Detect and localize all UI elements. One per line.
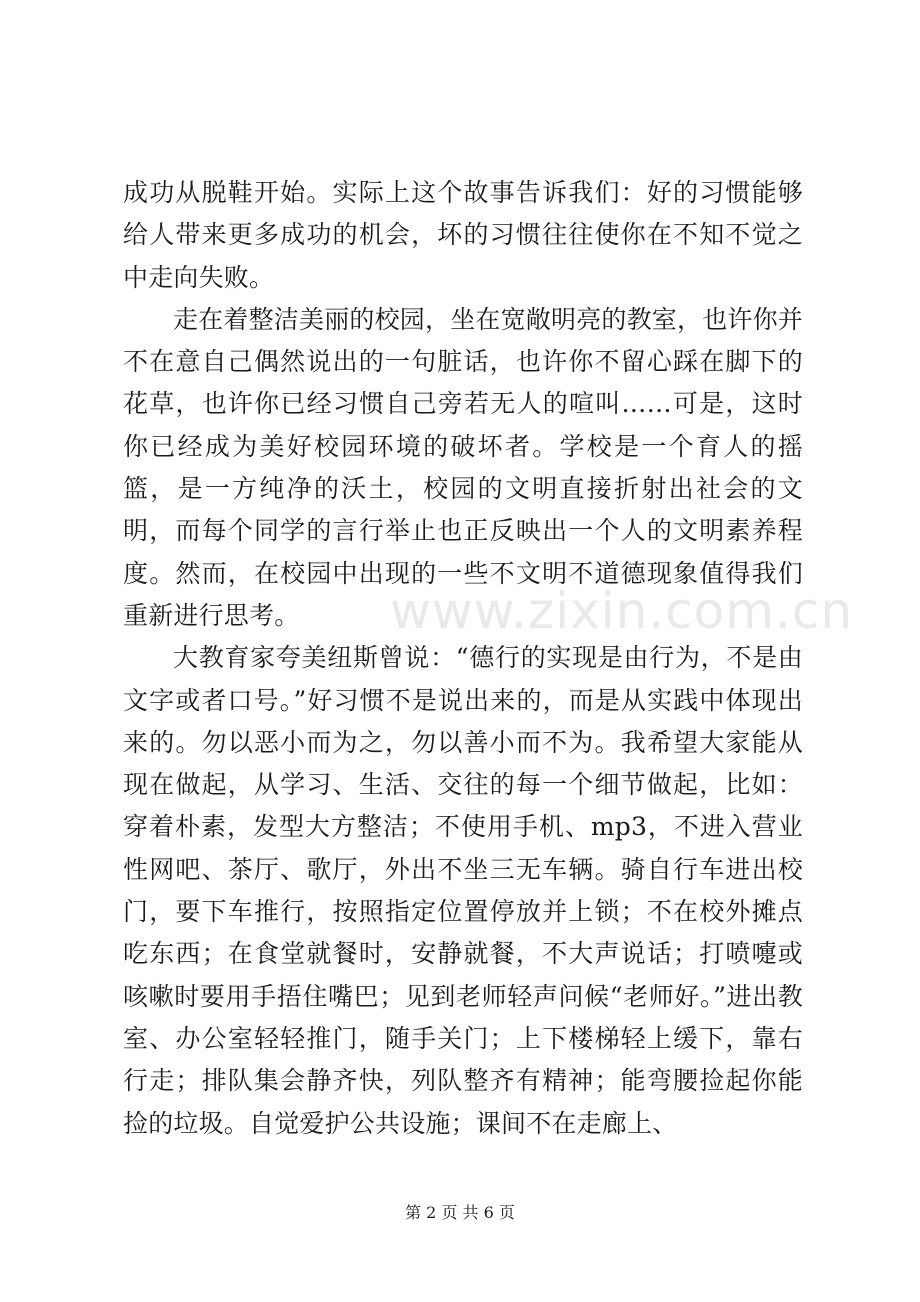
page-number-footer: 第 2 页 共 6 页 xyxy=(405,1203,515,1222)
document-body xyxy=(123,172,803,1145)
paragraph-2: 走在着整洁美丽的校园，坐在宽敞明亮的教室，也许你并不在意自己偶然说出的一句脏话，也许你不留心踩在脚下的花草，也许你已经习惯自己旁若无人的喧叫……可是，这时你已经成为美好校园环境的破坏者。学校是一个育人的摇篮，是一方纯净的沃土，校园的文明直接折射出社会的文明，而每个同学的言行举止也正反映出一个人的文明素养程度。然而，在校园中出现的一些不文明不道德现象值得我们重新进行思考。 xyxy=(123,304,804,630)
paragraph-1: 成功从脱鞋开始。实际上这个故事告诉我们：好的习惯能够给人带来更多成功的机会，坏的习惯往往使你在不知不觉之中走向失败。 xyxy=(123,178,803,292)
watermark: www.zixin.com.cn xyxy=(390,582,854,640)
paragraph-3: 大教育家夸美纽斯曾说：“德行的实现是由行为，不是由文字或者口号。”好习惯不是说出来的，而是从实践中体现出来的。勿以恶小而为之，勿以善小而不为。我希望大家能从现在做起，从学习、生活、交往的每一个细节做起，比如：穿着朴素，发型大方整洁；不使用手机、mp3，不进入营业性网吧、茶厅、歌厅，外出不坐三无车辆。骑自行车进出校门，要下车推行，按照指定位置停放并上锁；不在校外摊点吃东西；在食堂就餐时，安静就餐，不大声说话；打喷嚏或咳嗽时要用手捂住嘴巴；见到老师轻声问候“老师好。”进出教室、办公室轻轻推门，随手关门；上下楼梯轻上缓下，靠右行走；排队集会静齐快，列队整齐有精神；能弯腰捡起你能捡的垃圾。自觉爱护公共设施；课间不在走廊上、 xyxy=(123,643,803,1138)
